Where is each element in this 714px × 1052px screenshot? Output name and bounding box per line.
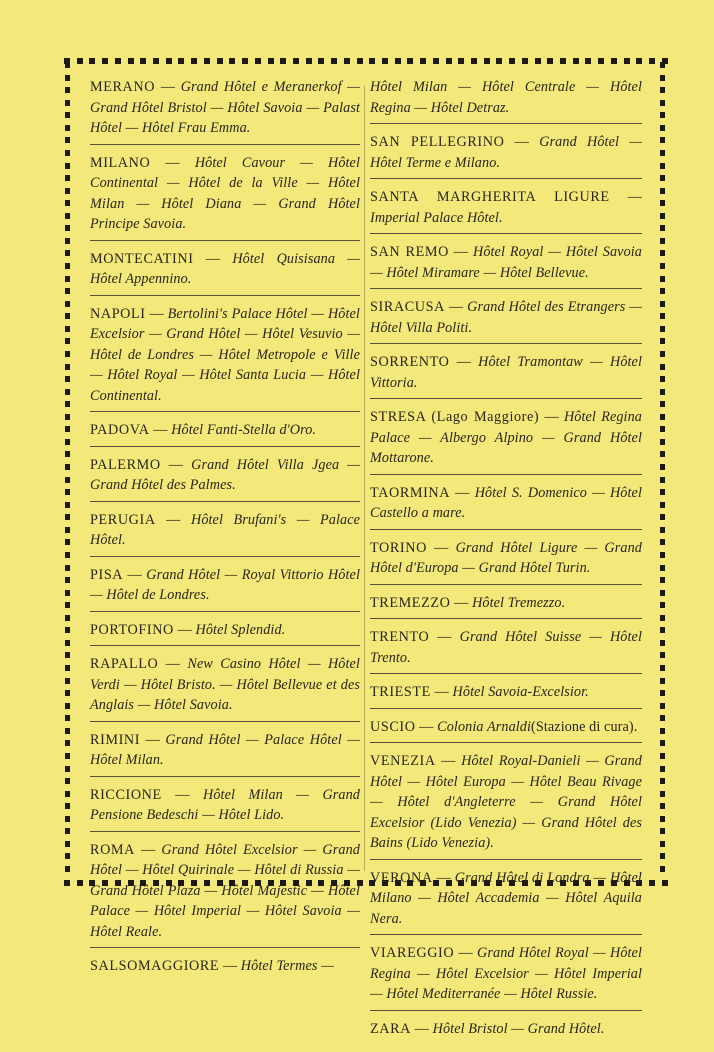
border-dot [660, 828, 665, 834]
border-dot [65, 250, 70, 256]
border-dot [660, 539, 665, 545]
border-dot [268, 58, 274, 64]
border-dot [65, 477, 70, 483]
border-dot [660, 841, 665, 847]
border-dot [649, 58, 655, 64]
city-name: PERUGIA [90, 511, 156, 528]
hotel-listing-entry: TRIESTE — Hôtel Savoia-Excelsior. [370, 682, 642, 709]
border-dot [598, 58, 604, 64]
border-dot [471, 58, 477, 64]
border-dot [77, 58, 83, 64]
city-name: USCIO [370, 718, 416, 735]
border-dot [660, 62, 665, 68]
border-dot [660, 690, 665, 696]
border-dot [65, 301, 70, 307]
border-dot [255, 58, 261, 64]
hotel-listing-entry: VIAREGGIO — Grand Hôtel Royal — Hôtel Regina — Hôtel Excelsior — Hôtel Imperial — Hôtel Mediterranée — Hôtel Russie. [370, 943, 642, 1011]
hotel-names: Hôtel Savoia-Excelsior. [452, 684, 589, 700]
border-dot [660, 87, 665, 93]
border-dot [660, 276, 665, 282]
hotel-names: Hôtel Cavour — Hôtel Continental — Hôtel de la Ville — Hôtel Milan — Hôtel Diana — Grand Hôtel Principe Savoia. [90, 154, 360, 232]
border-dot [65, 640, 70, 646]
border-dot [65, 288, 70, 294]
left-dot-border [65, 62, 72, 872]
border-dot [242, 58, 248, 64]
city-name: VIAREGGIO [370, 945, 455, 961]
border-dot [660, 213, 665, 219]
city-name: TREMEZZO [370, 594, 451, 611]
hotel-listing-entry: PISA — Grand Hôtel — Royal Vittorio Hôtel — Hôtel de Londres. [90, 565, 360, 612]
border-dot [65, 188, 70, 194]
border-dot [484, 58, 490, 64]
border-dot [65, 338, 70, 344]
hotel-names: Hôtel Termes — [240, 958, 334, 974]
border-dot [65, 87, 70, 93]
border-dot [660, 338, 665, 344]
hotel-listing-entry: MONTECATINI — Hôtel Quisisana — Hôtel Appennino. [90, 249, 360, 296]
border-dot [660, 414, 665, 420]
border-dot [65, 238, 70, 244]
border-dot [65, 590, 70, 596]
column-divider [364, 86, 365, 871]
border-dot [65, 225, 70, 231]
top-dot-border [64, 58, 668, 65]
border-dot [446, 58, 452, 64]
border-dot [660, 326, 665, 332]
hotel-listing-entry: USCIO — Colonia Arnaldi(Stazione di cura). [370, 717, 642, 744]
city-name: SAN PELLEGRINO [370, 134, 505, 150]
hotel-listing-entry: PERUGIA — Hôtel Brufani's — Palace Hôtel. [90, 510, 360, 557]
border-dot [318, 58, 324, 64]
border-dot [65, 715, 70, 721]
border-dot [65, 489, 70, 495]
border-dot [535, 58, 541, 64]
border-dot [65, 552, 70, 558]
border-dot [649, 880, 655, 886]
border-dot [65, 175, 70, 181]
border-dot [344, 58, 350, 64]
border-dot [65, 728, 70, 734]
city-name: SAN REMO [370, 244, 449, 260]
border-dot [65, 351, 70, 357]
city-name: RICCIONE [90, 786, 162, 803]
border-dot [660, 225, 665, 231]
city-name: PISA [90, 566, 124, 583]
hotel-names: Hôtel Tramontaw — Hôtel Vittoria. [370, 354, 642, 391]
city-name: MILANO [90, 154, 151, 171]
hotel-names: Hôtel Royal — Hôtel Savoia — Hôtel Miramare — Hôtel Bellevue. [370, 244, 642, 281]
border-dot [660, 288, 665, 294]
border-dot [660, 464, 665, 470]
border-dot [65, 112, 70, 118]
border-dot [65, 163, 70, 169]
hotel-listing-entry: STRESA (Lago Maggiore) — Hôtel Regina Palace — Albergo Alpino — Grand Hôtel Mottarone. [370, 407, 642, 475]
city-name: TRIESTE [370, 684, 431, 700]
border-dot [65, 100, 70, 106]
border-dot [65, 451, 70, 457]
hotel-names: Hôtel Bristol — Grand Hôtel. [432, 1020, 605, 1037]
hotel-listing-entry: SORRENTO — Hôtel Tramontaw — Hôtel Vittoria. [370, 352, 642, 399]
border-dot [65, 766, 70, 772]
border-dot [65, 502, 70, 508]
right-dot-border [660, 62, 667, 872]
border-dot [660, 853, 665, 859]
hotel-names: Grand Hôtel Excelsior — Grand Hôtel — Hôtel Quirinale — Hôtel di Russia — Grand Hôtel Plaza — Hôtel Majestic — Hôtel Palace — Hôtel Imperial — Hôtel Savoia — Hôtel Reale. [90, 841, 360, 940]
border-dot [65, 690, 70, 696]
border-dot [660, 263, 665, 269]
border-dot [660, 364, 665, 370]
hotel-names: Grand Hôtel e Meranerkof — Grand Hôtel Bristol — Hôtel Savoia — Palast Hôtel — Hôtel Frau Emma. [90, 79, 360, 136]
border-dot [660, 728, 665, 734]
border-dot [65, 853, 70, 859]
border-dot [660, 401, 665, 407]
city-name: PORTOFINO [90, 621, 174, 638]
border-dot [660, 602, 665, 608]
city-name: SANTA MARGHERITA LIGURE [370, 189, 610, 205]
border-dot [191, 58, 197, 64]
border-dot [522, 58, 528, 64]
city-name: SORRENTO [370, 354, 450, 370]
border-dot [660, 439, 665, 445]
border-dot [65, 791, 70, 797]
hotel-listing-entry: SIRACUSA — Grand Hôtel des Etrangers — Hôtel Villa Politi. [370, 297, 642, 344]
border-dot [662, 880, 668, 886]
border-dot [128, 58, 134, 64]
border-dot [65, 125, 70, 131]
border-dot [280, 58, 286, 64]
hotel-listing-entry: VERONA — Grand Hôtel di Londra — Hôtel Milano — Hôtel Accademia — Hôtel Aquila Nera. [370, 868, 642, 936]
hotel-listing-entry: NAPOLI — Bertolini's Palace Hôtel — Hôtel Excelsior — Grand Hôtel — Hôtel Vesuvio — Hôtel de Londres — Hôtel Metropole e Ville — Hôtel Royal — Hôtel Santa Lucia — Hôtel Continental. [90, 304, 360, 413]
border-dot [660, 803, 665, 809]
border-dot [560, 58, 566, 64]
border-dot [65, 778, 70, 784]
border-dot [660, 502, 665, 508]
border-dot [65, 376, 70, 382]
border-dot [65, 740, 70, 746]
city-name: NAPOLI [90, 305, 146, 322]
city-name: PALERMO [90, 456, 161, 473]
border-dot [458, 58, 464, 64]
border-dot [65, 652, 70, 658]
hotel-listing-entry: TAORMINA — Hôtel S. Domenico — Hôtel Castello a mare. [370, 483, 642, 530]
border-dot [660, 238, 665, 244]
border-dot [229, 58, 235, 64]
city-name: MONTECATINI [90, 250, 194, 267]
border-dot [585, 58, 591, 64]
border-dot [65, 75, 70, 81]
hotel-listing-entry: SALSOMAGGIORE — Hôtel Termes — [90, 958, 334, 974]
border-dot [65, 364, 70, 370]
border-dot [660, 514, 665, 520]
border-dot [660, 866, 665, 872]
border-dot [65, 803, 70, 809]
border-dot [660, 590, 665, 596]
border-dot [65, 602, 70, 608]
hotel-listing-entry: ROMA — Grand Hôtel Excelsior — Grand Hôtel — Hôtel Quirinale — Hôtel di Russia — Grand Hôtel Plaza — Hôtel Majestic — Hôtel Palace — Hôtel Imperial — Hôtel Savoia — Hôtel Reale. [90, 840, 360, 949]
border-dot [660, 75, 665, 81]
border-dot [573, 58, 579, 64]
border-dot [65, 313, 70, 319]
border-dot [65, 137, 70, 143]
border-dot [509, 58, 515, 64]
border-dot [369, 58, 375, 64]
hotel-names: Grand Hôtel — Royal Vittorio Hôtel — Hôtel de Londres. [90, 566, 360, 603]
city-name: RIMINI [90, 731, 141, 748]
border-dot [65, 213, 70, 219]
border-dot [102, 58, 108, 64]
hotel-listing-entry [370, 77, 642, 124]
border-dot [660, 740, 665, 746]
border-dot [660, 652, 665, 658]
border-dot [660, 791, 665, 797]
border-dot [660, 715, 665, 721]
border-dot [65, 276, 70, 282]
city-name: VERONA [370, 869, 433, 886]
border-dot [65, 828, 70, 834]
border-dot [660, 552, 665, 558]
border-dot [153, 58, 159, 64]
hotel-names: Hôtel Tremezzo. [472, 594, 566, 611]
border-dot [660, 376, 665, 382]
border-dot [660, 678, 665, 684]
hotel-listing-entry: TRENTO — Grand Hôtel Suisse — Hôtel Trento. [370, 627, 642, 674]
border-dot [624, 58, 630, 64]
border-dot [660, 313, 665, 319]
hotel-listing-entry: RAPALLO — New Casino Hôtel — Hôtel Verdi — Hôtel Bristo. — Hôtel Bellevue et des Anglais — Hôtel Savoia. [90, 654, 360, 722]
hotel-names: Hôtel Milan — Grand Pensione Bedeschi — Hôtel Lido. [90, 786, 360, 823]
border-dot [65, 577, 70, 583]
city-name: ZARA [370, 1020, 412, 1037]
border-dot [65, 527, 70, 533]
border-dot [65, 414, 70, 420]
border-dot [382, 58, 388, 64]
border-dot [65, 426, 70, 432]
border-dot [65, 200, 70, 206]
border-dot [660, 489, 665, 495]
border-dot [65, 703, 70, 709]
border-dot [65, 389, 70, 395]
border-dot [65, 615, 70, 621]
hotel-listing-entry: SANTA MARGHERITA LIGURE — Imperial Palace Hôtel. [370, 187, 642, 234]
hotel-names: Grand Hôtel des Etrangers — Hôtel Villa Politi. [370, 299, 642, 336]
border-dot [65, 401, 70, 407]
border-dot [65, 678, 70, 684]
border-dot [65, 841, 70, 847]
border-dot [660, 301, 665, 307]
hotel-names: Grand Hôtel Suisse — Hôtel Trento. [370, 629, 642, 666]
border-dot [64, 880, 70, 886]
hotel-listing-entry: PALERMO — Grand Hôtel Villa Jgea — Grand Hôtel des Palmes. [90, 455, 360, 502]
city-name: VENEZIA [370, 753, 436, 769]
border-dot [77, 880, 83, 886]
hotel-names: Hôtel Royal-Danieli — Grand Hôtel — Hôtel Europa — Hôtel Beau Rivage — Hôtel d'Angleterre — Grand Hôtel Excelsior (Lido Venezia) — Grand Hôtel des Bains (Lido Venezia). [370, 753, 642, 851]
hotel-names: Grand Hôtel — Hôtel Terme e Milano. [370, 134, 643, 171]
entry-note: (Stazione di cura). [531, 718, 638, 735]
border-dot [660, 389, 665, 395]
border-dot [178, 58, 184, 64]
border-dot [660, 766, 665, 772]
border-dot [660, 778, 665, 784]
border-dot [65, 439, 70, 445]
border-dot [611, 58, 617, 64]
border-dot [420, 58, 426, 64]
hotel-names: Bertolini's Palace Hôtel — Hôtel Excelsior — Grand Hôtel — Hôtel Vesuvio — Hôtel de Londres — Hôtel Metropole e Ville — Hôtel Royal — Hôtel Santa Lucia — Hôtel Continental. [90, 305, 360, 404]
border-dot [660, 577, 665, 583]
border-dot [65, 464, 70, 470]
border-dot [65, 514, 70, 520]
hotel-listing-entry: PADOVA — Hôtel Fanti-Stella d'Oro. [90, 420, 360, 447]
hotel-listing-entry: RICCIONE — Hôtel Milan — Grand Pensione Bedeschi — Hôtel Lido. [90, 785, 360, 832]
border-dot [65, 150, 70, 156]
border-dot [660, 188, 665, 194]
border-dot [636, 58, 642, 64]
hotel-names: Hôtel Brufani's — Palace Hôtel. [90, 511, 360, 548]
border-dot [660, 451, 665, 457]
hotel-names: Grand Hôtel di Londra — Hôtel Milano — Hôtel Accademia — Hôtel Aquila Nera. [370, 869, 642, 927]
border-dot [166, 58, 172, 64]
border-dot [89, 58, 95, 64]
border-dot [660, 426, 665, 432]
border-dot [331, 58, 337, 64]
hotel-listing-entry: ZARA — Hôtel Bristol — Grand Hôtel. [370, 1020, 605, 1037]
border-dot [660, 100, 665, 106]
border-dot [293, 58, 299, 64]
hotel-names: Grand Hôtel Ligure — Grand Hôtel d'Europa — Grand Hôtel Turin. [370, 539, 642, 576]
city-name: SALSOMAGGIORE [90, 958, 220, 974]
city-name: MERANO [90, 79, 156, 95]
border-dot [660, 665, 665, 671]
border-dot [65, 539, 70, 545]
border-dot [660, 615, 665, 621]
border-dot [204, 58, 210, 64]
city-name: ROMA [90, 841, 135, 858]
border-dot [660, 816, 665, 822]
border-dot [660, 112, 665, 118]
border-dot [660, 125, 665, 131]
border-dot [660, 627, 665, 633]
border-dot [65, 866, 70, 872]
border-dot [395, 58, 401, 64]
hotel-names: Hôtel Fanti-Stella d'Oro. [171, 422, 317, 438]
hotel-listing-entry: MERANO — Grand Hôtel e Meranerkof — Grand Hôtel Bristol — Hôtel Savoia — Palast Hôtel — Hôtel Frau Emma. [90, 77, 360, 145]
right-column [370, 77, 642, 1052]
border-dot [660, 163, 665, 169]
hotel-listing-entry: SAN PELLEGRINO — Grand Hôtel — Hôtel Terme e Milano. [370, 132, 642, 179]
border-dot [65, 263, 70, 269]
hotel-names: Hôtel S. Domenico — Hôtel Castello a mare. [370, 484, 642, 521]
border-dot [140, 58, 146, 64]
hotel-names: Hôtel Milan — Hôtel Centrale — Hôtel Regina — Hôtel Detraz. [370, 79, 642, 116]
border-dot [65, 326, 70, 332]
border-dot [660, 477, 665, 483]
border-dot [65, 816, 70, 822]
hotel-names: Hôtel Quisisana — Hôtel Appennino. [90, 250, 360, 287]
border-dot [65, 753, 70, 759]
border-dot [357, 58, 363, 64]
hotel-listing-entry: MILANO — Hôtel Cavour — Hôtel Continental — Hôtel de la Ville — Hôtel Milan — Hôtel Diana — Grand Hôtel Principe Savoia. [90, 153, 360, 241]
border-dot [660, 351, 665, 357]
border-dot [433, 58, 439, 64]
hotel-listing-entry: RIMINI — Grand Hôtel — Palace Hôtel — Hôtel Milan. [90, 730, 360, 777]
border-dot [660, 703, 665, 709]
city-name: PADOVA [90, 422, 150, 438]
hotel-names: Grand Hôtel Royal — Hôtel Regina — Hôtel Excelsior — Hôtel Imperial — Hôtel Mediterranée — Hôtel Russie. [370, 945, 642, 1002]
border-dot [65, 565, 70, 571]
border-dot [660, 137, 665, 143]
border-dot [407, 58, 413, 64]
border-dot [660, 640, 665, 646]
border-dot [660, 150, 665, 156]
city-name: STRESA (Lago Maggiore) [370, 409, 540, 425]
hotel-names: Colonia Arnaldi [437, 718, 532, 735]
border-dot [65, 62, 70, 68]
hotel-listing-entry: TREMEZZO — Hôtel Tremezzo. [370, 593, 642, 620]
hotel-listing-entry: TORINO — Grand Hôtel Ligure — Grand Hôtel d'Europa — Grand Hôtel Turin. [370, 538, 642, 585]
hotel-listing-entry: SAN REMO — Hôtel Royal — Hôtel Savoia — Hôtel Miramare — Hôtel Bellevue. [370, 242, 642, 289]
border-dot [115, 58, 121, 64]
border-dot [547, 58, 553, 64]
border-dot [496, 58, 502, 64]
city-name: TAORMINA [370, 484, 451, 501]
border-dot [660, 175, 665, 181]
border-dot [660, 565, 665, 571]
border-dot [306, 58, 312, 64]
border-dot [660, 200, 665, 206]
border-dot [65, 627, 70, 633]
city-name: RAPALLO [90, 656, 159, 672]
hotel-names: New Casino Hôtel — Hôtel Verdi — Hôtel Bristo. — Hôtel Bellevue et des Anglais — Hôtel Savoia. [90, 656, 360, 713]
hotel-names: Grand Hôtel — Palace Hôtel — Hôtel Milan. [90, 731, 360, 768]
hotel-names: Hôtel Regina Palace — Albergo Alpino — Grand Hôtel Mottarone. [370, 409, 642, 466]
hotel-listing-entry: VENEZIA — Hôtel Royal-Danieli — Grand Hôtel — Hôtel Europa — Hôtel Beau Rivage — Hôtel d'Angleterre — Grand Hôtel Excelsior (Lido Venezia) — Grand Hôtel des Bains (Lido Venezia). [370, 751, 642, 860]
border-dot [660, 753, 665, 759]
city-name: TORINO [370, 539, 427, 556]
border-dot [660, 527, 665, 533]
city-name: SIRACUSA [370, 299, 445, 315]
hotel-names: Hôtel Splendid. [195, 621, 286, 638]
city-name: TRENTO [370, 629, 430, 645]
hotel-names: Grand Hôtel Villa Jgea — Grand Hôtel des Palmes. [90, 456, 360, 493]
hotel-names: Imperial Palace Hôtel. [370, 209, 503, 226]
border-dot [65, 665, 70, 671]
left-column [90, 77, 360, 990]
border-dot [660, 250, 665, 256]
border-dot [217, 58, 223, 64]
hotel-listing-entry: PORTOFINO — Hôtel Splendid. [90, 620, 360, 647]
